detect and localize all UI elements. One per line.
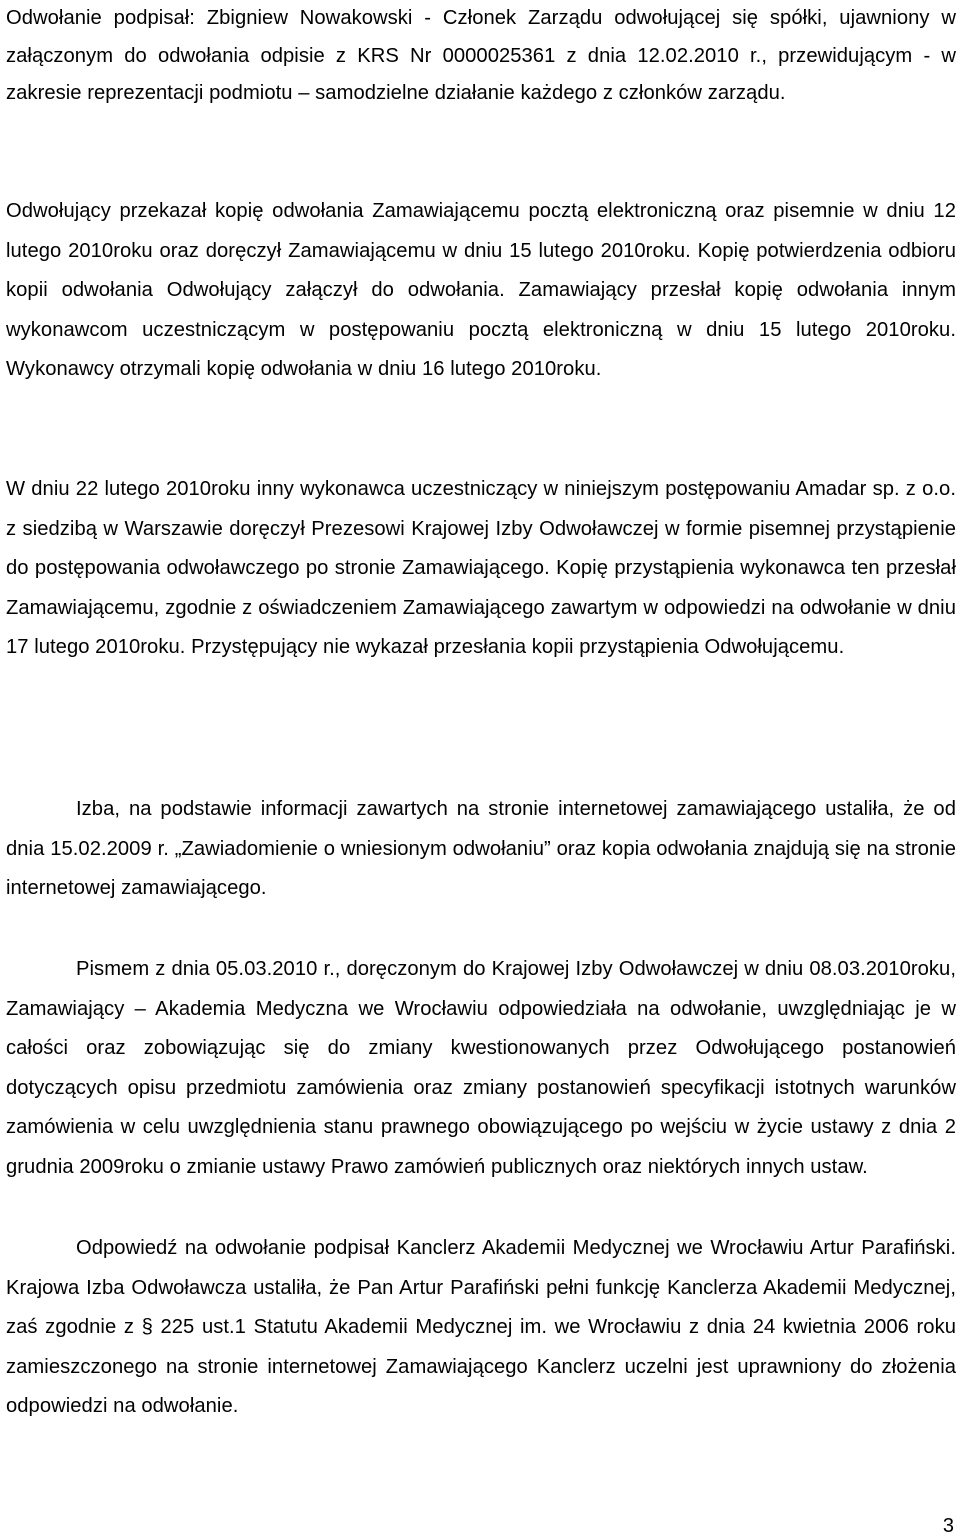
paragraph-response-letter: Pismem z dnia 05.03.2010 r., doręczonym do Krajowej Izby Odwoławczej w dniu 08.03.2010roku, Zamawiający – Akademia Medyczna we Wrocławiu odpowiedziała na odwołanie, uwzględniając je w całości oraz zobowiązując się do zmiany kwestionowanych przez Odwołującego postanowień dotyczących opisu przedmiotu zamówienia oraz zmiany postanowień specyfikacji istotnych warunków zamówienia w celu uwzględnienia stanu prawnego obowiązującego po wejściu w życie ustawy z dnia 2 grudnia 2009roku o zmianie ustawy Prawo zamówień publicznych oraz niektórych innych ustaw. <box>6 958 956 1178</box>
paragraph-response-signatory: Odpowiedź na odwołanie podpisał Kanclerz Akademii Medycznej we Wrocławiu Artur Parafiński. Krajowa Izba Odwoławcza ustaliła, że Pan Artur Parafiński pełni funkcję Kanclerza Akademii Medycznej, zaś zgodnie z § 225 ust.1 Statutu Akademii Medycznej im. we Wrocławiu z dnia 24 kwietnia 2006 roku zamieszczonego na stronie internetowej Zamawiającego Kanclerz uczelni jest uprawniony do złożenia odpowiedzi na odwołanie. <box>6 1237 956 1418</box>
paragraph-intervention: W dniu 22 lutego 2010roku inny wykonawca uczestniczący w niniejszym postępowaniu Amadar sp. z o.o. z siedzibą w Warszawie doręczył Prezesowi Krajowej Izby Odwoławczej w formie pisemnej przystąpienie do postępowania odwoławczego po stronie Zamawiającego. Kopię przystąpienia wykonawca ten przesłał Zamawiającemu, zgodnie z oświadczeniem Zamawiającego zawartym w odpowiedzi na odwołanie w dniu 17 lutego 2010roku. Przystępujący nie wykazał przesłania kopii przystąpienia Odwołującemu. <box>6 478 956 659</box>
paragraph-signatory: Odwołanie podpisał: Zbigniew Nowakowski - Członek Zarządu odwołującej się spółki, ujawniony w załączonym do odwołania odpisie z KRS Nr 0000025361 z dnia 12.02.2010 r., przewidującym - w zakresie reprezentacji podmiotu – samodzielne działanie każdego z członków zarządu. <box>6 7 956 105</box>
paragraph-website-findings: Izba, na podstawie informacji zawartych na stronie internetowej zamawiającego ustaliła, że od dnia 15.02.2009 r. „Zawiadomienie o wniesionym odwołaniu” oraz kopia odwołania znajdują się na stronie internetowej zamawiającego. <box>6 798 956 900</box>
page-number: 3 <box>942 1515 954 1537</box>
paragraph-appeal-copy-delivery: Odwołujący przekazał kopię odwołania Zamawiającemu pocztą elektroniczną oraz pisemnie w dniu 12 lutego 2010roku oraz doręczył Zamawiającemu w dniu 15 lutego 2010roku. Kopię potwierdzenia odbioru kopii odwołania Odwołujący załączył do odwołania. Zamawiający przesłał kopię odwołania innym wykonawcom uczestniczącym w postępowaniu pocztą elektroniczną w dniu 15 lutego 2010roku. Wykonawcy otrzymali kopię odwołania w dniu 16 lutego 2010roku. <box>6 200 956 381</box>
